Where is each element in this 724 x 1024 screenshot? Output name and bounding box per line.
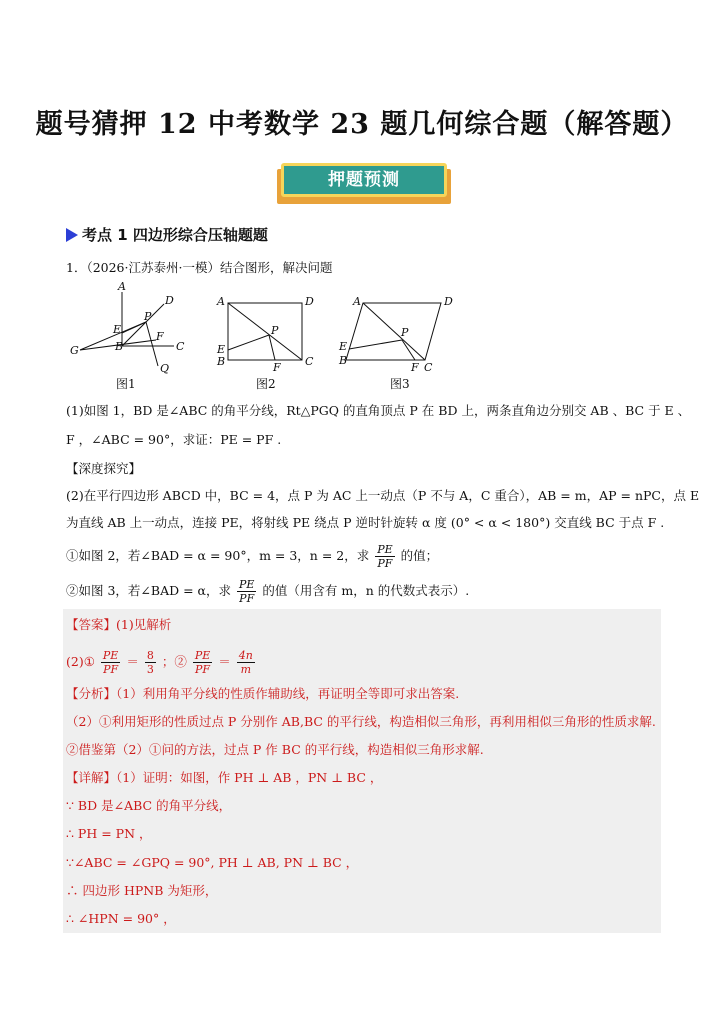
fig3-label-p: P	[401, 326, 409, 339]
deep-explore-heading: 【深度探究】	[66, 461, 142, 476]
answer-heading: 【答案】(1)见解析	[66, 617, 172, 632]
answer-fraction-pe-pf	[101, 649, 120, 676]
detail-step-1: ∵ BD 是∠ABC 的角平分线，	[66, 798, 232, 813]
detail-step-2: ∴ PH = PN ，	[66, 826, 152, 841]
fraction-denominator: PF	[239, 592, 255, 605]
section-heading-text: 考点 1 四边形综合压轴题题	[82, 226, 268, 244]
question-intro: 1．（2026·江苏泰州·一模）结合图形，解决问题	[66, 260, 333, 275]
fig2-caption: 图2	[256, 377, 276, 391]
subquestion-1-text: ①如图 2，若∠BAD = α = 90°，m = 3，n = 2，求	[66, 548, 370, 563]
fig1-label-a: A	[118, 280, 126, 293]
page-title: 题号猜押 12 中考数学 23 题几何综合题（解答题）	[35, 109, 689, 140]
equals-sign: ＝	[126, 654, 139, 669]
fig1-label-e: E	[113, 323, 122, 336]
fig3-label-c: C	[424, 361, 433, 374]
fig1-label-c: C	[176, 340, 185, 353]
analysis-line3: ②借鉴第（2）①问的方法，过点 P 作 BC 的平行线，构造相似三角形求解.	[66, 742, 484, 757]
fig2-label-f: F	[273, 361, 281, 374]
detail-step-5: ∴ ∠HPN = 90° ，	[66, 911, 176, 926]
part2-line1: (2)在平行四边形 ABCD 中，BC = 4，点 P 为 AC 上一动点（P 不与 A，C 重合），AB = m，AP = nPC，点 E	[66, 488, 700, 503]
fraction-numerator: 4n	[238, 649, 253, 662]
detail-step-3: ∵∠ABC = ∠GPQ = 90°, PH ⊥ AB, PN ⊥ BC ，	[66, 855, 359, 870]
fig3-label-d: D	[444, 295, 453, 308]
answer-values	[66, 649, 257, 676]
fig1-label-b: B	[115, 340, 124, 353]
fraction-denominator: 3	[146, 663, 154, 676]
fraction-denominator: m	[240, 663, 251, 676]
part2-line2: 为直线 AB 上一动点，连接 PE，将射线 PE 绕点 P 逆时针旋转 α 度 (0° < α < 180°) 交直线 BC 于点 F .	[66, 515, 665, 530]
part1-line1: (1)如图 1，BD 是∠ABC 的角平分线，Rt△PGQ 的直角顶点 P 在 BD 上，两条直角边分别交 AB 、BC 于 E 、	[66, 403, 691, 418]
banner-label: 押题预测	[281, 163, 447, 197]
detail-heading: 【详解】（1）证明：如图，作 PH ⊥ AB ，PN ⊥ BC ，	[66, 770, 383, 785]
fraction-pe-pf	[237, 578, 256, 605]
banner	[277, 163, 451, 204]
fig3-label-f: F	[411, 361, 419, 374]
figure-3	[346, 303, 441, 360]
answer-label-2-1: (2)①	[66, 654, 95, 669]
fig1-label-f: F	[156, 330, 164, 343]
fig3-label-a: A	[353, 295, 361, 308]
answer-fraction-4n-m	[237, 649, 255, 676]
equals-sign-2: ＝	[218, 654, 231, 669]
fig1-label-d: D	[165, 294, 174, 307]
fig1-caption: 图1	[116, 377, 136, 391]
fraction-pe-pf	[375, 543, 394, 570]
fig2-label-p: P	[271, 324, 279, 337]
fig1-label-q: Q	[160, 362, 170, 375]
fraction-denominator: PF	[377, 557, 393, 570]
figure-1	[80, 292, 174, 366]
subquestion-1	[66, 543, 438, 570]
fraction-numerator: PE	[377, 543, 393, 556]
part1-line2: F ，∠ABC = 90°，求证：PE = PF .	[66, 432, 282, 447]
fraction-denominator: PF	[195, 663, 211, 676]
fraction-numerator: PE	[102, 649, 119, 662]
fraction-numerator: PE	[238, 578, 255, 591]
figures	[66, 278, 466, 390]
fig3-label-e: E	[339, 340, 348, 353]
subquestion-1-tail: 的值；	[400, 548, 439, 563]
figure-2	[228, 303, 302, 360]
figure-2-labels	[216, 295, 314, 374]
analysis-line1: 【分析】（1）利用角平分线的性质作辅助线，再证明全等即可求出答案.	[66, 686, 460, 701]
subquestion-2-text: ②如图 3，若∠BAD = α，求	[66, 583, 231, 598]
fraction-denominator: PF	[103, 663, 119, 676]
subquestion-2	[66, 578, 469, 605]
fig1-label-g: G	[70, 344, 79, 357]
figure-3-labels	[338, 295, 453, 374]
fraction-numerator: PE	[194, 649, 211, 662]
fig2-label-d: D	[305, 295, 314, 308]
fig1-label-p: P	[144, 310, 152, 323]
answer-fraction-pe-pf-2	[193, 649, 212, 676]
subquestion-2-tail: 的值（用含有 m，n 的代数式表示）.	[262, 583, 470, 598]
fig2-label-a: A	[217, 295, 225, 308]
fig2-label-e: E	[217, 343, 226, 356]
triangle-bullet-icon	[66, 228, 78, 242]
fig2-label-b: B	[217, 355, 226, 368]
fig3-label-b: B	[339, 354, 348, 367]
fig2-label-c: C	[305, 355, 314, 368]
answer-panel	[63, 609, 661, 933]
section-heading	[66, 224, 268, 245]
detail-step-4: ∴ 四边形 HPNB 为矩形，	[66, 883, 218, 898]
answer-separator: ；②	[161, 654, 187, 669]
fig3-caption: 图3	[390, 377, 410, 391]
figure-1-labels	[70, 280, 185, 375]
fraction-numerator: 8	[146, 649, 154, 662]
answer-fraction-8-3	[145, 649, 156, 676]
analysis-line2: （2）①利用矩形的性质过点 P 分别作 AB,BC 的平行线，构造相似三角形，再利用相似三角形的性质求解.	[66, 714, 656, 729]
